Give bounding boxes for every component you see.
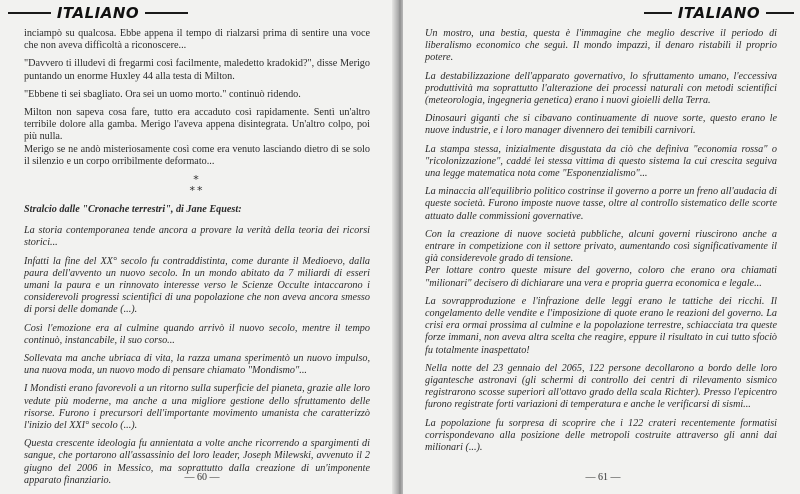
paragraph: Con la creazione di nuove società pubbliche, alcuni governi riuscirono anche a entrare in competizione con il settore privato, aumentando così significativamente il già considerevole grado di tensione. bbox=[425, 228, 777, 265]
left-page bbox=[0, 0, 397, 494]
paragraph: La sovrapproduzione e l'infrazione delle leggi erano le tattiche dei ricchi. Il congelamento delle vendite e l'imposizione di quote erano le reazioni del governo. La crisi era ormai prossima al culmine e la popolazione terrestre, schiacciata tra queste forze immani, non aveva altra scelta che reagire, eppure il risultato in cui tutto sfociò fu totalmente inaspettato! bbox=[425, 295, 777, 356]
right-page bbox=[403, 0, 800, 494]
story-text bbox=[24, 28, 370, 168]
header-rule bbox=[8, 12, 51, 14]
paragraph: Per lottare contro queste misure del governo, coloro che erano ora chiamati "milionari" decisero di dichiarare una vera e propria guerra economica e legale... bbox=[425, 265, 777, 289]
extract-text bbox=[24, 225, 370, 487]
paragraph: inciampò su qualcosa. Ebbe appena il tempo di rialzarsi prima di sentire una voce che non aveva difficoltà a riconoscere... bbox=[24, 28, 370, 52]
paragraph: La destabilizzazione dell'apparato governativo, lo sfruttamento umano, l'eccessiva produttività ma soprattutto l'alterazione dei processi naturali con metodi scientifici (meteorologia, ingegneria genetica) erano i nuovi gioielli della Terra. bbox=[425, 70, 777, 107]
star-mark: ** bbox=[189, 184, 205, 198]
paragraph: La storia contemporanea tende ancora a provare la verità della teoria dei ricorsi storici... bbox=[24, 225, 370, 249]
left-page-header bbox=[8, 4, 188, 22]
paragraph: Un mostro, una bestia, questa è l'immagine che meglio descrive il periodo di liberalismo economico che seguì. Il mondo impazzì, il denaro ristabilì il proprio potere. bbox=[425, 28, 777, 64]
right-page-body bbox=[425, 28, 777, 460]
paragraph: Nella notte del 23 gennaio del 2065, 122 persone decollarono a bordo delle loro gigantesche astronavi (gli schermi di controllo dei centri di rilevamento sismico registrarono scosse superiori all'ottavo grado della scala Richter). Presso l'epicentro furono registrate forti variazioni di temperatura e anche le verificarsi di sismi... bbox=[425, 362, 777, 411]
star-mark: * bbox=[193, 173, 201, 187]
paragraph: "Davvero ti illudevi di fregarmi così facilmente, maledetto kradokid?", disse Merigo puntando un enorme Huxley 44 alla testa di Milton. bbox=[24, 58, 370, 82]
header-rule bbox=[644, 12, 672, 14]
paragraph: Sollevata ma anche ubriaca di vita, la razza umana sperimentò un nuovo impulso, una nuova moda, un nuovo modo di pensare chiamato "Mondismo"... bbox=[24, 353, 370, 377]
paragraph: Questa crescente ideologia fu annientata a volte anche ricorrendo a spargimenti di sangue, che portarono all'assassinio del loro leader, Joseph Milewski, avvenuto il 2 giugno del 2006 in Messico, ma soprattutto dalla creazione di un'imponente apparato finanziario. bbox=[24, 438, 370, 486]
section-title: ITALIANO bbox=[56, 4, 140, 22]
extract-heading: Stralcio dalle "Cronache terrestri", di Jane Equest: bbox=[24, 204, 242, 216]
header-rule bbox=[145, 12, 188, 14]
paragraph: Dinosauri giganti che si cibavano continuamente di nuove sorte, questo erano le nuove industrie, e i loro manager divennero dei temibili carnivori. bbox=[425, 113, 777, 137]
paragraph: La popolazione fu sorpresa di scoprire che i 122 crateri recentemente formatisi corrispondevano alla posizione delle metropoli costruite attraverso gli anni dai milionari (...). bbox=[425, 417, 777, 454]
paragraph: Infatti la fine del XX° secolo fu contraddistinta, come durante il Medioevo, dalla paura dell'avvento un nuovo secolo. In un mondo abitato da 7 miliardi di esseri umani la paura e un rinnovato interesse verso le Scienze Occulte intaccarono i considerevoli progressi scientifici di una popolazione che non aveva ancora smesso di porsi delle domande (...). bbox=[24, 255, 370, 316]
paragraph: Milton non sapeva cosa fare, tutto era accaduto così rapidamente. Sentì un'altro terribile dolore alla gamba. Merigo l'aveva appena disintegrata. Un'altro colpo, poi più nulla. bbox=[24, 107, 370, 143]
paragraph: "Ebbene ti sei sbagliato. Ora sei un uomo morto." continuò ridendo. bbox=[24, 88, 301, 100]
section-title: ITALIANO bbox=[677, 4, 761, 22]
paragraph: Così l'emozione era al culmine quando arrivò il nuovo secolo, mentre il tempo continuò, instancabile, il suo corso... bbox=[24, 322, 370, 346]
paragraph: Merigo se ne andò misteriosamente così come era venuto lasciando dietro di se solo il silenzio e un corpo orribilmente deformato... bbox=[24, 143, 370, 167]
section-break bbox=[24, 174, 370, 196]
header-rule bbox=[766, 12, 794, 14]
page-number: — 60 — bbox=[184, 472, 220, 483]
paragraph: La stampa stessa, inizialmente disgustata da ciò che definiva "economia rossa" o "ricolonizzazione", caddé lei stessa vittima di questo sistema la cui crescita seguiva una legge matematica nota come "Esponenzialismo"... bbox=[425, 143, 777, 180]
page-number: — 61 — bbox=[585, 472, 621, 483]
left-page-body bbox=[24, 28, 370, 493]
paragraph: I Mondisti erano favorevoli a un ritorno sulla superficie del pianeta, grazie alle loro vedute più moderne, ma anche a una migliore gestione dello sfruttamento delle risorse. Furono i precursori dell'importante movimento umanista che caratterizzò l'inizio del XXI° secolo (...). bbox=[24, 383, 370, 432]
right-page-header bbox=[644, 4, 794, 22]
paragraph: La minaccia all'equilibrio politico costrinse il governo a porre un freno all'audacia di queste società. Furono imposte nuove tasse, oltre al controllo sistematico delle scorte attuato dalle commissioni governative. bbox=[425, 186, 777, 222]
